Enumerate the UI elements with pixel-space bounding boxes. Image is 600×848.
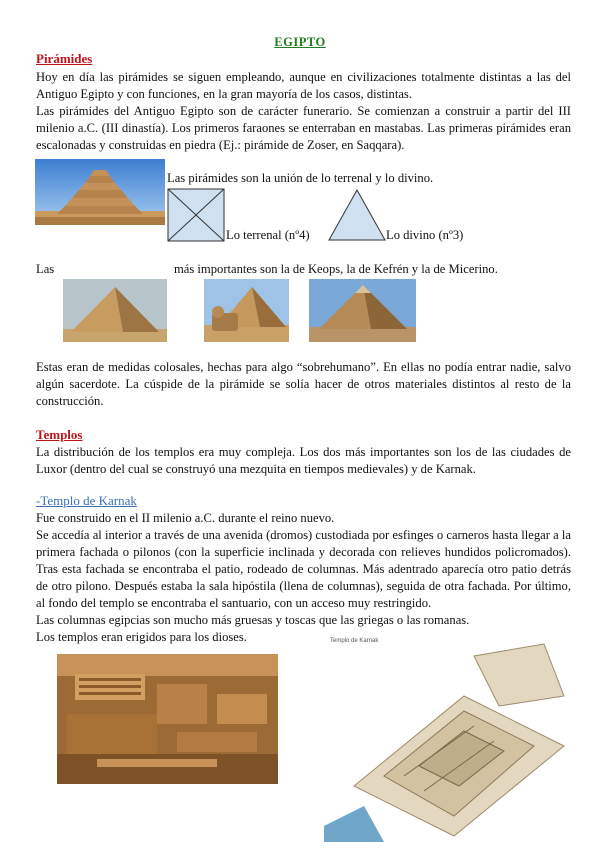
terrenal-label: Lo terrenal (nº4) [226, 228, 310, 242]
square-diagram [167, 188, 225, 247]
karnak-construido: Fue construido en el II milenio a.C. durante el reino nuevo. [36, 511, 335, 525]
heading-templos: Templos [36, 427, 83, 442]
triangle-diagram [327, 188, 387, 247]
divino-label: Lo divino (nº3) [386, 228, 464, 242]
karnak-plan-image [324, 636, 569, 842]
micerino-image [309, 279, 416, 342]
importantes-text: más importantes son la de Keops, la de Kefrén y la de Micerino. [174, 262, 498, 276]
karnak-aerial-image [57, 654, 278, 784]
las-text: Las [36, 262, 55, 276]
templos-intro: La distribución de los templos era muy compleja. Los dos más importantes son los de las ciudades de Luxor (dentro del cual se construyó una mezquita en tiempos medievales) y de Karnak. [36, 445, 571, 476]
step-pyramid-image [35, 159, 165, 225]
piramides-intro: Hoy en día las pirámides se siguen empleando, aunque en civilizaciones totalmente distintas a las del Antiguo Egipto y con funciones, en la gran mayoría de los casos, distintas. [36, 70, 571, 101]
union-text: Las pirámides son la unión de lo terrenal y lo divino. [167, 171, 434, 185]
keops-image [63, 279, 167, 342]
piramides-funerario: Las pirámides del Antiguo Egipto son de carácter funerario. Se comienzan a construir a partir del III milenio a.C. (III dinastía). Los primeros faraones se enterraban en mastabas. Las primeras pirámides eran escalonadas y construidas en piedra (Ej.: pirámide de Zoser, en Saqqara). [36, 104, 571, 152]
heading-piramides: Pirámides [36, 51, 93, 66]
page-title: EGIPTO [274, 35, 326, 49]
karnak-columnas: Las columnas egipcias son mucho más gruesas y toscas que las griegas o las romanas. [36, 613, 470, 627]
karnak-dioses: Los templos eran erigidos para los dioses. [36, 630, 247, 644]
plan-label: Templo de Karnak [330, 638, 379, 644]
heading-karnak: -Templo de Karnak [36, 493, 137, 508]
piramides-medidas: Estas eran de medidas colosales, hechas para algo “sobrehumano”. En ellas no podía entrar nadie, salvo algún sacerdote. La cúspide de la pirámide se solía hacer de otros materiales distintos al resto de la construcción. [36, 360, 571, 408]
karnak-descripcion: Se accedía al interior a través de una avenida (dromos) custodiada por esfinges o carneros hasta llegar a la primera fachada o pilonos (con la superficie inclinada y decorada con relieves hundidos policromados). Tras esta fachada se encontraba el patio, rodeado de columnas. Más adentrado aparecía otro patio detrás de otro pilono. Después estaba la sala hipóstila (llena de columnas), seguida de otra fachada. Por último, al fondo del templo se encontraba el santuario, con un acceso muy restringido. [36, 528, 571, 610]
kefren-image [204, 279, 289, 342]
